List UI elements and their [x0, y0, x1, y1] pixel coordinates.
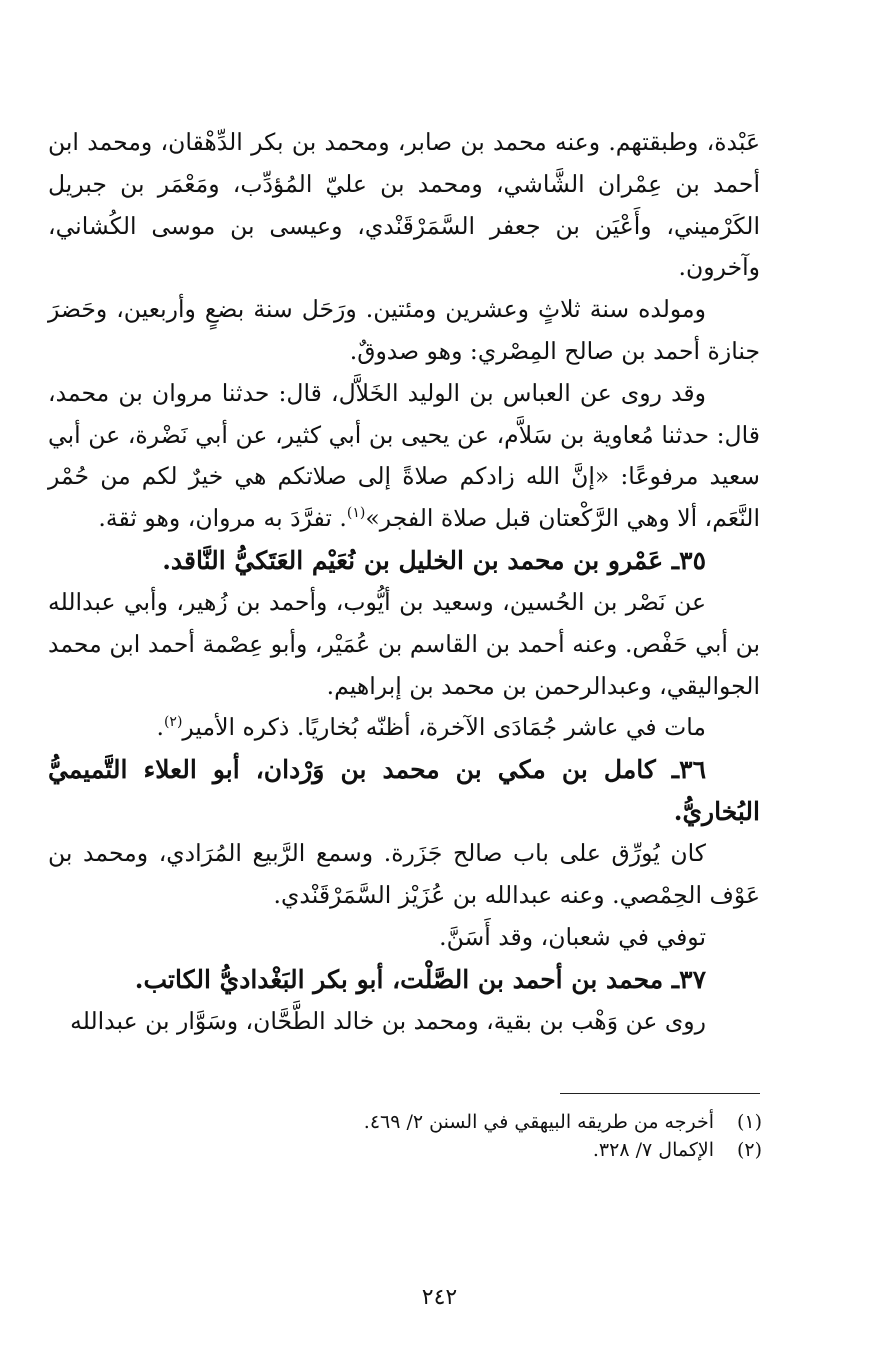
paragraph-6: كان يُورِّق على باب صالح جَزَرة. وسمع الرَّبيع المُرَادي، ومحمد بن عَوْف الحِمْصي. وعنه عبدالله بن عُزَيْز السَّمَرْقَنْدي.	[48, 839, 760, 909]
entry-heading-35: ٣٥ـ عَمْرو بن محمد بن الخليل بن نُعَيْم العَتَكيُّ النَّاقد.	[162, 545, 706, 575]
footnote-1	[300, 1108, 762, 1136]
paragraph-5-text: مات في عاشر جُمَادَى الآخرة، أظنّه بُخاريًا. ذكره الأمير	[182, 713, 706, 742]
paragraph-5	[48, 707, 760, 749]
entry-heading-37: ٣٧ـ محمد بن أحمد بن الصَّلْت، أبو بكر البَغْداديُّ الكاتب.	[134, 964, 706, 994]
paragraph-1: عَبْدة، وطبقتهم. وعنه محمد بن صابر، ومحمد بن بكر الدِّهْقان، ومحمد ابن أحمد بن عِمْران الشَّاشي، ومحمد بن عليّ المُؤدِّب، ومَعْمَر بن جبريل الكَرْميني، وأَعْيَن بن جعفر السَّمَرْقَنْدي، وعيسى بن موسى الكُشاني، وآخرون.	[48, 128, 760, 282]
paragraph-5-tail: .	[156, 713, 164, 742]
footnote-ref-2: (٢)	[163, 714, 183, 731]
paragraph-3	[48, 373, 760, 540]
paragraph-4: عن نَصْر بن الحُسين، وسعيد بن أيُّوب، وأحمد بن زُهير، وأبي عبدالله بن أبي حَفْص. وعنه أحمد بن القاسم بن عُمَيْر، وأبو عِصْمة أحمد ابن محمد الجواليقي، وعبدالرحمن بن محمد بن إبراهيم.	[48, 587, 760, 700]
paragraph-3-tail: . تفرَّدَ به مروان، وهو ثقة.	[98, 504, 347, 533]
paragraph-2: ومولده سنة ثلاثٍ وعشرين ومئتين. ورَحَل سنة بضعٍ وأربعين، وحَضرَ جنازة أحمد بن صالح المِصْري: وهو صدوقٌ.	[48, 295, 760, 365]
main-text	[48, 122, 760, 1042]
footnote-2-text: الإكمال ٧/ ٣٢٨.	[592, 1139, 714, 1161]
page-number: ٢٤٢	[421, 1285, 458, 1310]
paragraph-7: توفي في شعبان، وقد أَسَنَّ.	[439, 922, 706, 951]
footnote-1-number: (١)	[736, 1111, 762, 1133]
footnote-ref-1: (١)	[346, 505, 366, 522]
entry-heading-36: ٣٦ـ كامل بن مكي بن محمد بن وَرْدان، أبو العلاء التَّميميُّ البُخاريُّ.	[48, 755, 760, 827]
footnotes	[300, 1108, 762, 1164]
footnote-divider	[560, 1093, 760, 1094]
paragraph-3-text: وقد روى عن العباس بن الوليد الخَلاَّل، قال: حدثنا مروان بن محمد، قال: حدثنا مُعاوية بن سَلاَّم، عن يحيى بن أبي كثير، عن أبي نَضْرة، عن أبي سعيد مرفوعًا: «إنَّ الله زادكم صلاةً إلى صلاتكم هي خيرٌ لكم من حُمْر النَّعَم، ألا وهي الرَّكْعتان قبل صلاة الفجر»	[48, 378, 760, 533]
paragraph-8: روى عن وَهْب بن بقية، ومحمد بن خالد الطَّحَّان، وسَوَّار بن عبدالله	[70, 1006, 706, 1035]
footnote-2-number: (٢)	[736, 1139, 762, 1161]
footnote-2	[300, 1136, 762, 1164]
footnote-1-text: أخرجه من طريقه البيهقي في السنن ٢/ ٤٦٩.	[363, 1111, 714, 1133]
